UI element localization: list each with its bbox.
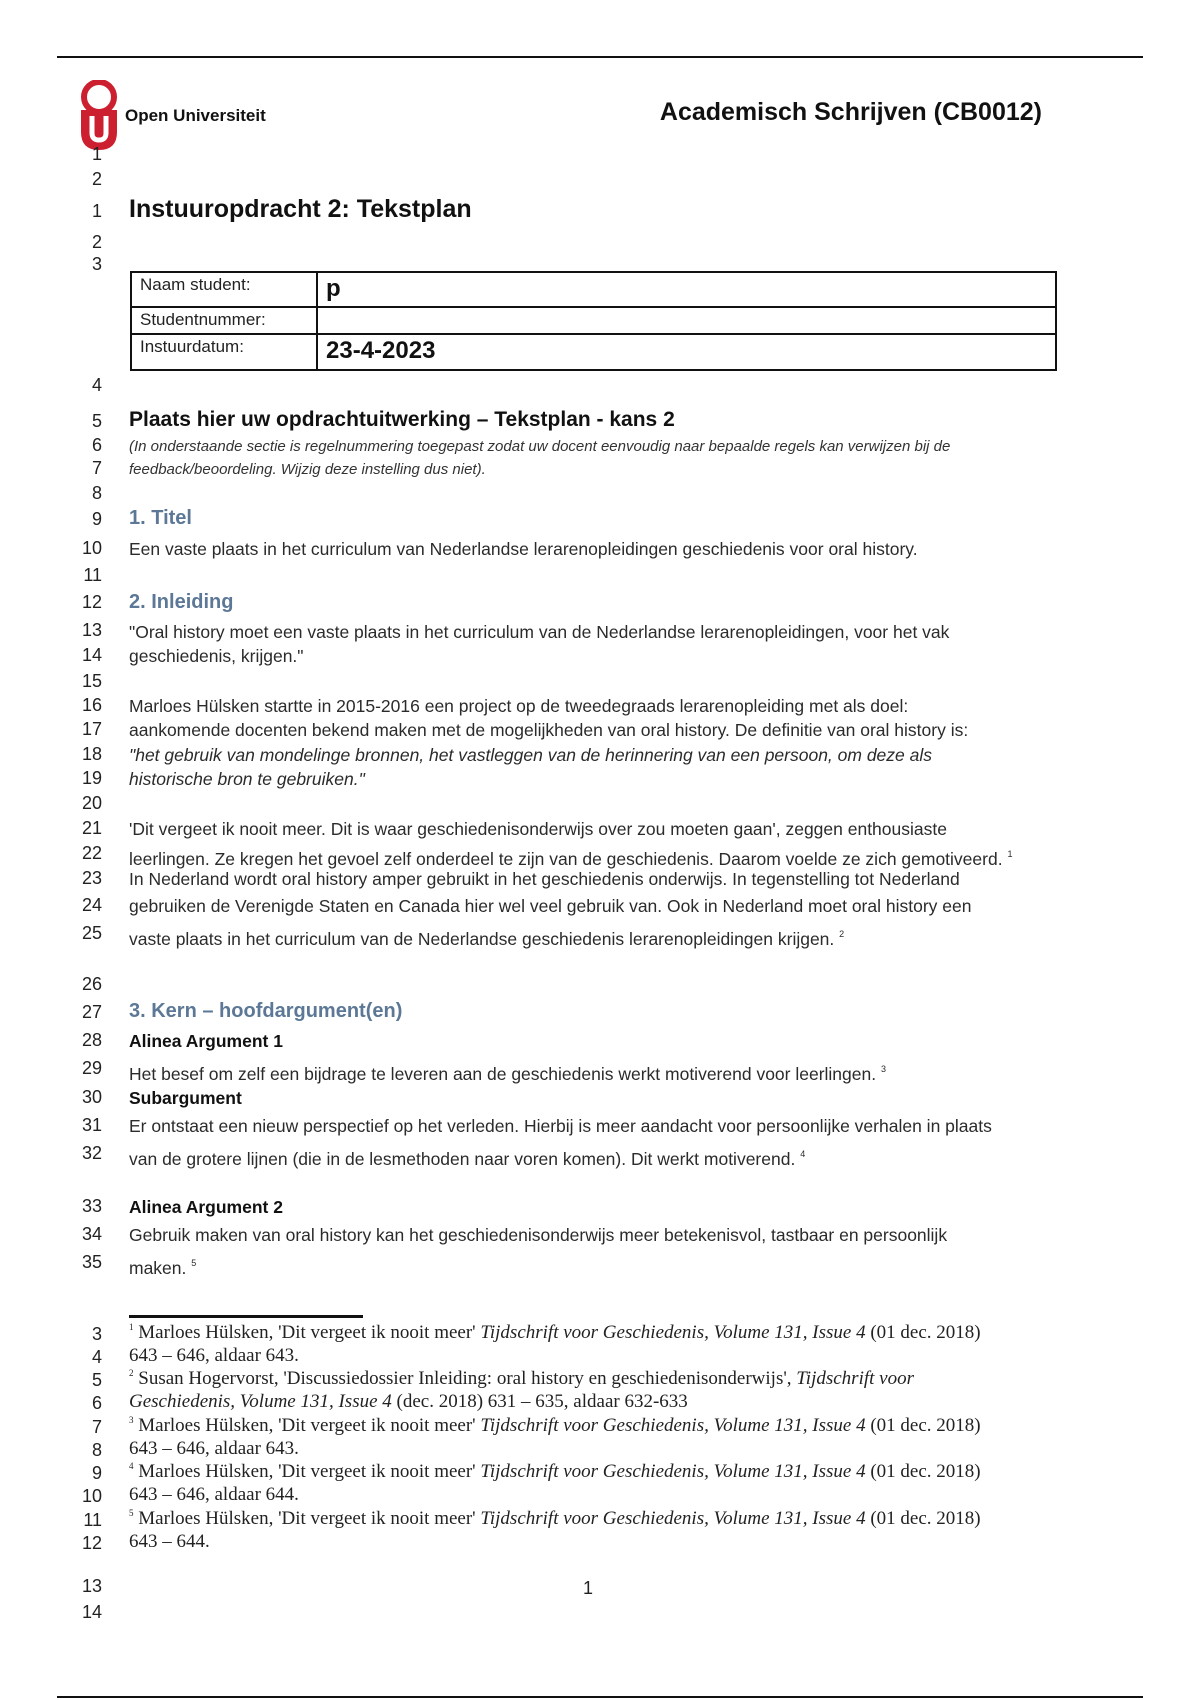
footnote [129, 1415, 981, 1437]
footnote-text: (01 dec. 2018) [870, 1322, 981, 1343]
line-number: 7 [91, 1417, 102, 1437]
student-info-table [130, 271, 1057, 371]
footnote-text: Marloes Hülsken, 'Dit vergeet ik nooit meer' [138, 1508, 476, 1529]
section-heading: Plaats hier uw opdrachtuitwerking – Tekstplan - kans 2 [129, 408, 675, 431]
footnote-text: Susan Hogervorst, 'Discussiedossier Inleiding: oral history en geschiedenisonderwijs', [138, 1368, 792, 1389]
line-number: 4 [91, 375, 102, 395]
line-number: 26 [81, 974, 102, 994]
footnote-cont: 643 – 646, aldaar 643. [129, 1345, 299, 1366]
subargument-heading: Subargument [129, 1088, 242, 1108]
footnote-journal: Tijdschrift voor [796, 1368, 914, 1389]
argument-heading: Alinea Argument 1 [129, 1031, 283, 1051]
footnote-journal: Tijdschrift voor Geschiedenis, Volume 131, Issue 4 [480, 1322, 866, 1343]
subargument-line: Er ontstaat een nieuw perspectief op het verleden. Hierbij is meer aandacht voor persoonlijke verhalen in plaats [129, 1116, 992, 1136]
line-number: 12 [81, 592, 102, 612]
line-number: 24 [81, 895, 102, 915]
inleiding-line: geschiedenis, krijgen." [129, 646, 304, 666]
footnote-text: Marloes Hülsken, 'Dit vergeet ik nooit meer' [138, 1415, 476, 1436]
footnote-text: (dec. 2018) 631 – 635, aldaar 632-633 [396, 1391, 688, 1412]
line-number: 13 [81, 1576, 102, 1596]
footnote [129, 1461, 981, 1483]
footnote-ref[interactable]: 1 [1007, 849, 1013, 859]
footnote-journal: Tijdschrift voor Geschiedenis, Volume 131, Issue 4 [480, 1461, 866, 1482]
footnote-ref[interactable]: 4 [800, 1149, 806, 1159]
line-number: 1 [91, 144, 102, 164]
kern-heading: 3. Kern – hoofdargument(en) [129, 1000, 403, 1022]
page-number: 1 [583, 1578, 594, 1598]
instruction-line: (In onderstaande sectie is regelnummering toegepast zodat uw docent eenvoudig naar bepaalde regels kan verwijzen bij de [129, 438, 951, 455]
footnote-mark: 3 [129, 1415, 134, 1425]
footnote-journal: Tijdschrift voor Geschiedenis, Volume 131, Issue 4 [480, 1415, 866, 1436]
line-number: 14 [81, 645, 102, 665]
line-number: 32 [81, 1143, 102, 1163]
footnote-text: (01 dec. 2018) [870, 1415, 981, 1436]
argument-line: Het besef om zelf een bijdrage te leveren aan de geschiedenis werkt motiverend voor leerlingen. [129, 1064, 877, 1084]
instruction-line: feedback/beoordeling. Wijzig deze instelling dus niet). [129, 461, 486, 478]
inleiding-line: "Oral history moet een vaste plaats in het curriculum van de Nederlandse lerarenopleidingen, voor het vak [129, 622, 950, 642]
footnote-mark: 1 [129, 1322, 134, 1332]
line-number: 5 [91, 1370, 102, 1390]
argument-text [129, 1058, 886, 1085]
line-number: 20 [81, 793, 102, 813]
line-number: 29 [81, 1058, 102, 1078]
line-number: 2 [91, 169, 102, 189]
line-number: 8 [91, 483, 102, 503]
line-number: 31 [81, 1115, 102, 1135]
subargument-text: van de grotere lijnen (die in de lesmethoden naar voren komen). Dit werkt motiverend. [129, 1149, 796, 1169]
table-label: Studentnummer: [131, 307, 317, 334]
line-number: 17 [81, 719, 102, 739]
footnote-cont [129, 1391, 688, 1413]
line-number: 7 [91, 458, 102, 478]
footnote-cont: 643 – 646, aldaar 643. [129, 1438, 299, 1459]
line-number: 11 [83, 565, 102, 585]
footnote-ref[interactable]: 3 [880, 1064, 886, 1074]
line-number: 3 [91, 254, 102, 274]
line-number: 8 [91, 1440, 102, 1460]
line-number: 6 [91, 1393, 102, 1413]
line-number: 10 [81, 1486, 102, 1506]
line-number: 27 [81, 1002, 102, 1022]
line-number: 19 [81, 768, 102, 788]
inleiding-line: Marloes Hülsken startte in 2015-2016 een project op de tweedegraads lerarenopleiding met als doel: [129, 696, 909, 716]
footnote [129, 1322, 981, 1344]
line-number: 3 [91, 1324, 102, 1344]
table-row [131, 334, 1056, 370]
footnote-text: Marloes Hülsken, 'Dit vergeet ik nooit meer' [138, 1461, 476, 1482]
line-number: 16 [81, 695, 102, 715]
table-row [131, 307, 1056, 334]
logo-text: Open Universiteit [125, 106, 266, 125]
line-number: 21 [81, 818, 102, 838]
footnote-ref[interactable]: 5 [191, 1258, 197, 1268]
footnote-mark: 4 [129, 1461, 134, 1471]
footnote-text: Marloes Hülsken, 'Dit vergeet ik nooit meer' [138, 1322, 476, 1343]
argument-text: maken. [129, 1258, 187, 1278]
inleiding-line: In Nederland wordt oral history amper gebruikt in het geschiedenis onderwijs. In tegenstelling tot Nederland [129, 869, 960, 889]
line-number: 14 [81, 1602, 102, 1622]
table-label: Instuurdatum: [131, 334, 317, 370]
footnote [129, 1508, 981, 1530]
line-number: 9 [91, 509, 102, 529]
inleiding-line [129, 923, 844, 950]
inleiding-text: leerlingen. Ze kregen het gevoel zelf onderdeel te zijn van de geschiedenis. Daarom voelde ze zich gemotiveerd. [129, 849, 1003, 869]
footnote-cont: 643 – 646, aldaar 644. [129, 1484, 299, 1505]
line-number: 1 [91, 201, 102, 221]
footnote [129, 1368, 914, 1390]
inleiding-line: gebruiken de Verenigde Staten en Canada hier wel veel gebruik van. Ook in Nederland moet oral history een [129, 896, 972, 916]
argument-heading: Alinea Argument 2 [129, 1197, 283, 1217]
inleiding-text: vaste plaats in het curriculum van de Nederlandse geschiedenis lerarenopleidingen krijgen. [129, 929, 835, 949]
open-universiteit-logo-icon [78, 80, 120, 152]
line-number: 4 [91, 1347, 102, 1367]
argument-line [129, 1252, 196, 1279]
assignment-title: Instuuropdracht 2: Tekstplan [129, 195, 472, 223]
line-number: 18 [81, 744, 102, 764]
inleiding-line: historische bron te gebruiken." [129, 769, 365, 789]
bottom-rule [57, 1696, 1143, 1698]
line-number: 12 [81, 1533, 102, 1553]
inleiding-line: aankomende docenten bekend maken met de mogelijkheden van oral history. De definitie van oral history is: [129, 720, 969, 740]
footnote-mark: 5 [129, 1508, 134, 1518]
titel-heading: 1. Titel [129, 507, 192, 529]
line-number: 9 [91, 1463, 102, 1483]
line-number: 35 [81, 1252, 102, 1272]
course-title: Academisch Schrijven (CB0012) [659, 98, 1042, 126]
line-number: 28 [81, 1030, 102, 1050]
footnote-text: (01 dec. 2018) [870, 1461, 981, 1482]
footnote-text: (01 dec. 2018) [870, 1508, 981, 1529]
inleiding-line: 'Dit vergeet ik nooit meer. Dit is waar geschiedenisonderwijs over zou moeten gaan', zeggen enthousiaste [129, 819, 947, 839]
line-number: 2 [91, 232, 102, 252]
line-number: 13 [81, 620, 102, 640]
line-number: 11 [83, 1510, 102, 1530]
line-number: 15 [81, 671, 102, 691]
line-number: 5 [91, 411, 102, 431]
footnote-cont: 643 – 644. [129, 1531, 210, 1552]
line-number: 23 [81, 868, 102, 888]
footnote-journal: Geschiedenis, Volume 131, Issue 4 [129, 1391, 392, 1412]
line-number: 34 [81, 1224, 102, 1244]
student-name-value: p [317, 272, 1056, 307]
line-number: 30 [81, 1087, 102, 1107]
footnote-journal: Tijdschrift voor Geschiedenis, Volume 131, Issue 4 [480, 1508, 866, 1529]
line-number: 10 [81, 538, 102, 558]
subargument-line [129, 1143, 805, 1170]
line-number: 25 [81, 923, 102, 943]
line-number: 22 [81, 843, 102, 863]
line-number: 6 [91, 435, 102, 455]
footnote-ref[interactable]: 2 [839, 929, 845, 939]
inleiding-line: "het gebruik van mondelinge bronnen, het vastleggen van de herinnering van een persoon, om deze als [129, 745, 933, 765]
argument-line: Gebruik maken van oral history kan het geschiedenisonderwijs meer betekenisvol, tastbaar en persoonlijk [129, 1225, 948, 1245]
top-rule [57, 56, 1143, 58]
inleiding-line [129, 843, 1012, 870]
line-number: 33 [81, 1196, 102, 1216]
footnote-separator [129, 1315, 363, 1318]
student-number-value [317, 307, 1056, 334]
inleiding-heading: 2. Inleiding [129, 591, 234, 613]
table-row [131, 272, 1056, 307]
submission-date-value: 23-4-2023 [317, 334, 1056, 370]
table-label: Naam student: [131, 272, 317, 307]
titel-text: Een vaste plaats in het curriculum van Nederlandse lerarenopleidingen geschiedenis voor oral history. [129, 539, 918, 559]
footnote-mark: 2 [129, 1368, 134, 1378]
